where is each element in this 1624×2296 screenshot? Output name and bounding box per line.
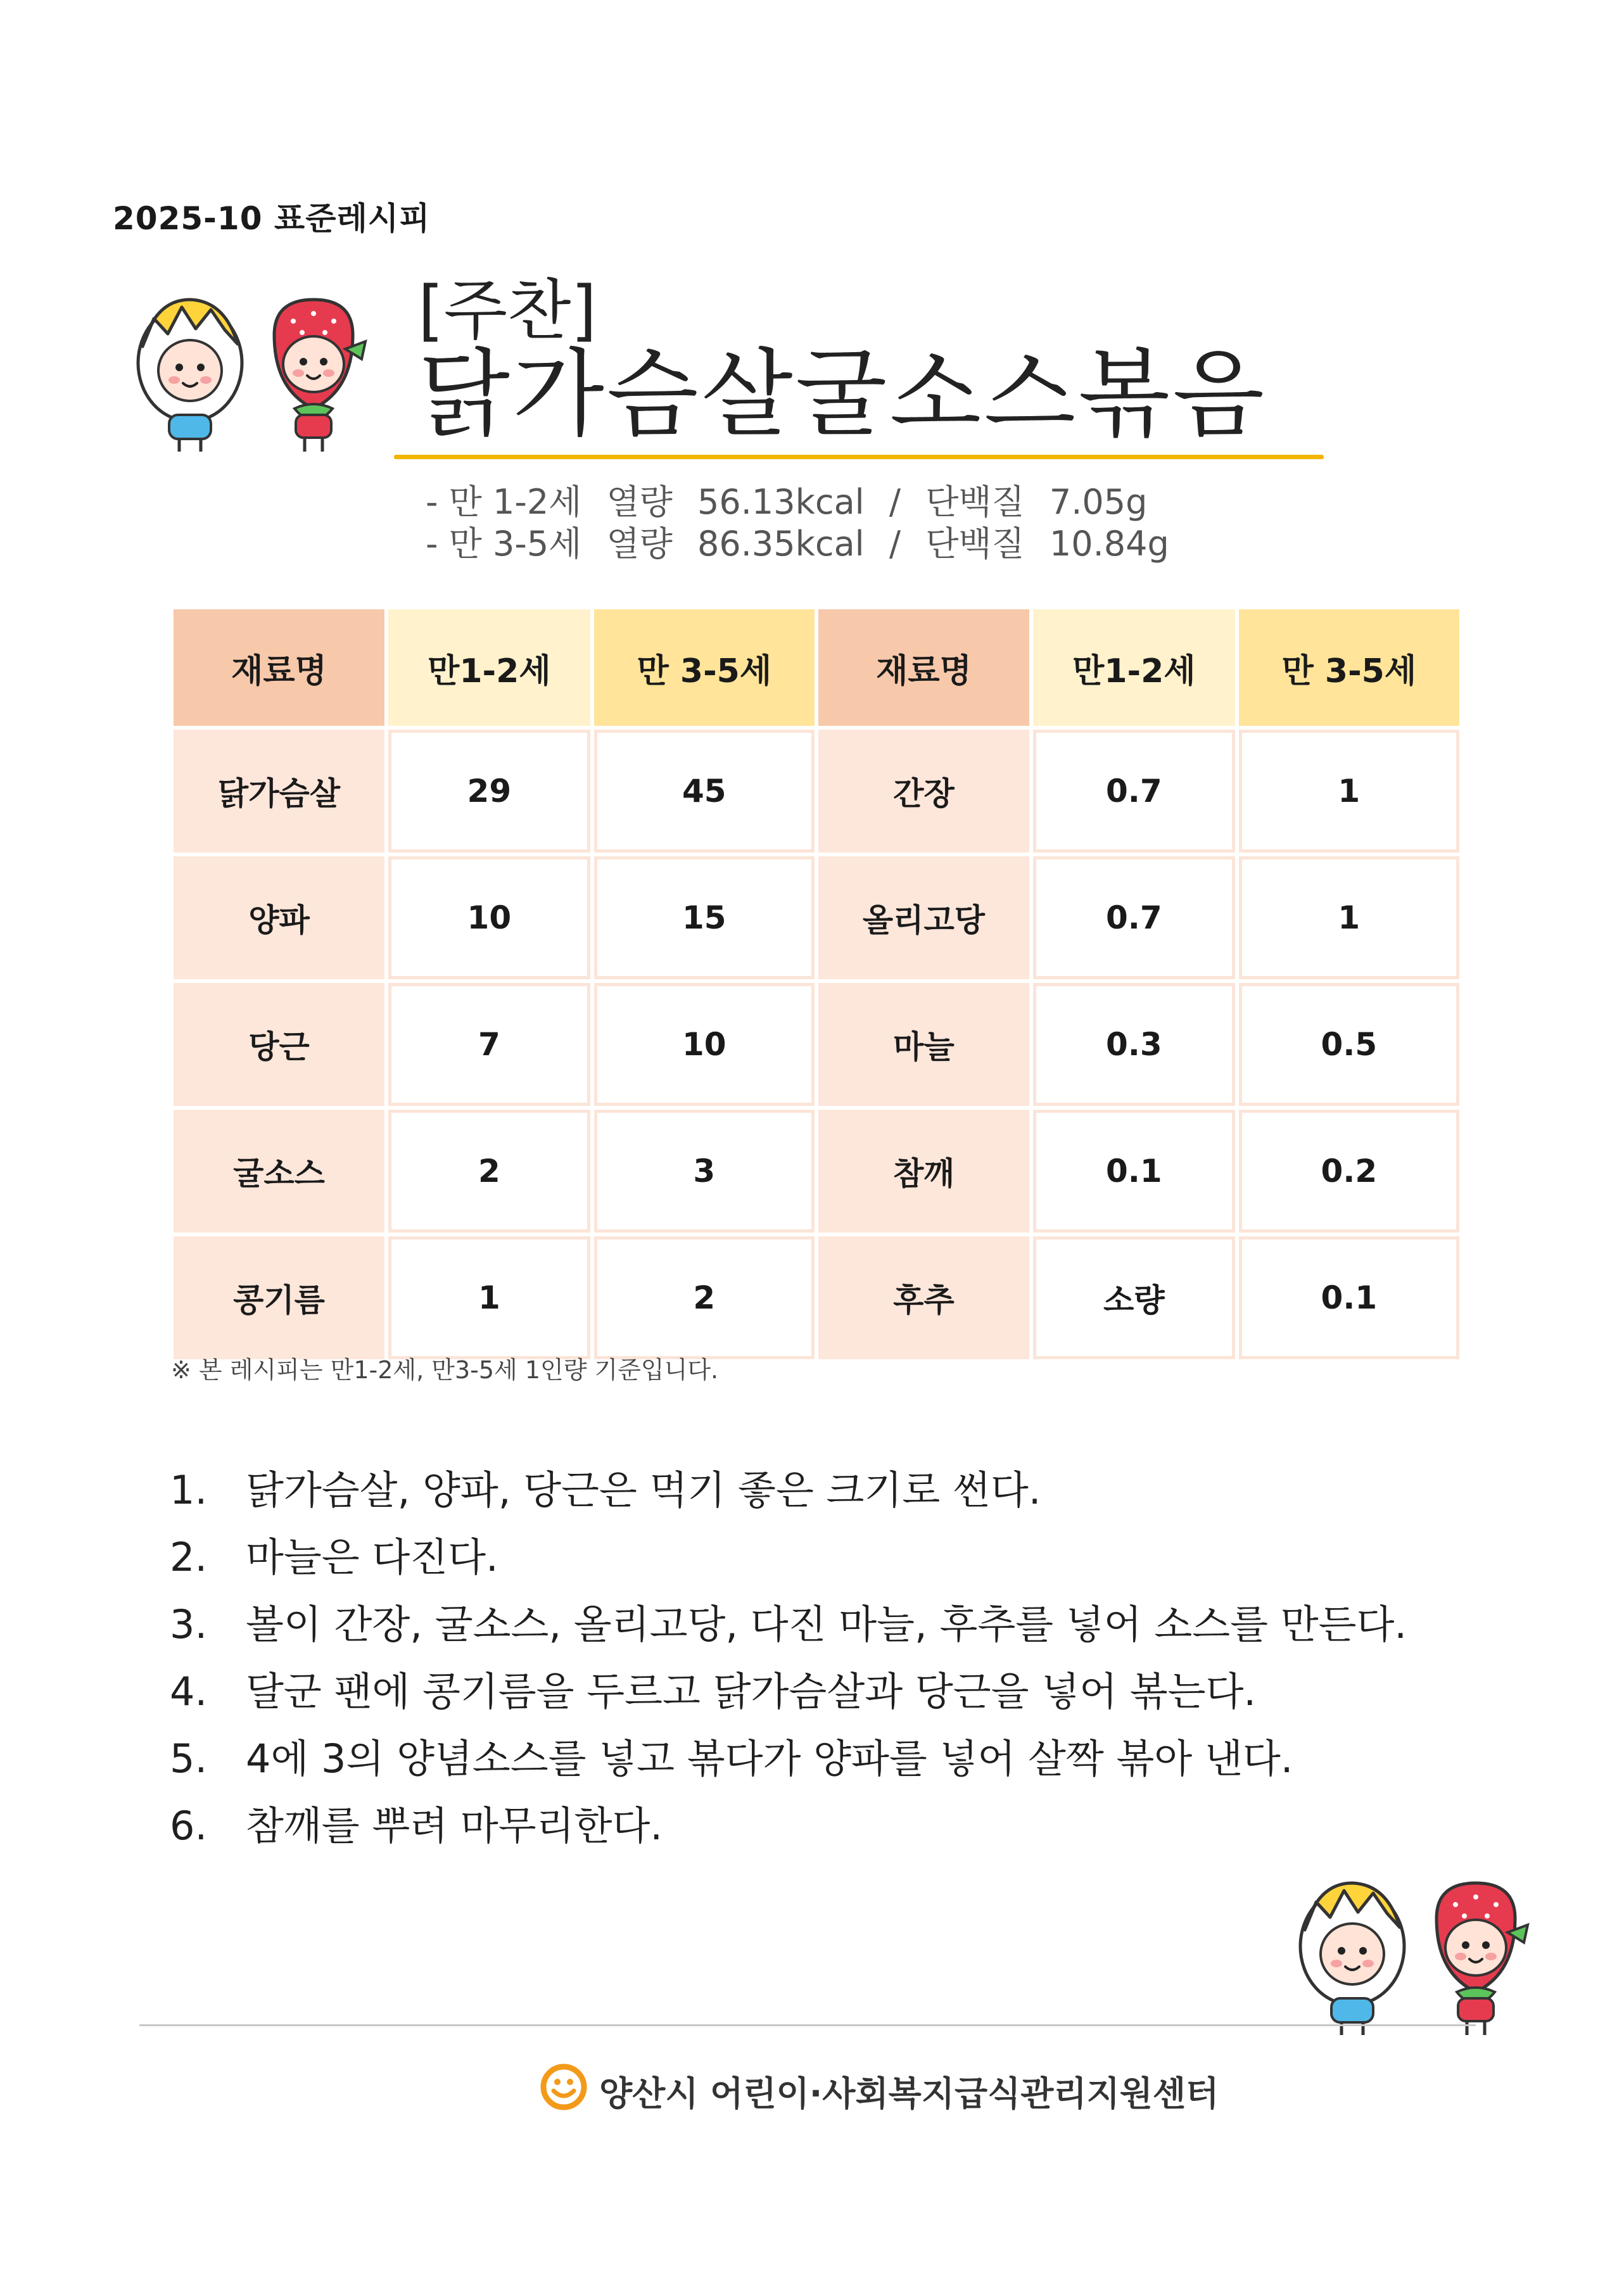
mascots-icon (1292, 1872, 1545, 2043)
amount-cell: 10 (388, 856, 590, 979)
list-item (170, 1658, 1407, 1725)
column-header: 재료명 (818, 609, 1029, 726)
ingredient-name: 참깨 (818, 1110, 1029, 1233)
amount-cell: 3 (594, 1110, 815, 1233)
list-item (170, 1457, 1407, 1524)
column-header: 만1-2세 (388, 609, 590, 726)
step-number: 4. (170, 1668, 208, 1715)
amount-cell: 1 (1239, 730, 1459, 853)
step-text: 4에 3의 양념소스를 넣고 볶다가 양파를 넣어 살짝 볶아 낸다. (246, 1735, 1293, 1782)
table-header-row (174, 609, 1459, 726)
step-text: 마늘은 다진다. (246, 1534, 498, 1580)
step-number: 5. (170, 1735, 208, 1782)
amount-cell: 0.2 (1239, 1110, 1459, 1233)
table-row (174, 1110, 1459, 1233)
list-item (170, 1725, 1407, 1792)
amount-cell: 1 (388, 1236, 590, 1359)
table-row (174, 730, 1459, 853)
recipe-steps (170, 1457, 1407, 1860)
step-text: 닭가슴살, 양파, 당근은 먹기 좋은 크기로 썬다. (246, 1467, 1041, 1513)
column-header: 만1-2세 (1033, 609, 1235, 726)
ingredient-name: 당근 (174, 983, 384, 1106)
amount-cell: 0.5 (1239, 983, 1459, 1106)
amount-cell: 15 (594, 856, 815, 979)
amount-cell: 1 (1239, 856, 1459, 979)
nutrition-info (426, 481, 1183, 565)
amount-cell: 0.1 (1239, 1236, 1459, 1359)
list-item (170, 1591, 1407, 1658)
table-row (174, 983, 1459, 1106)
step-text: 볼이 간장, 굴소스, 올리고당, 다진 마늘, 후추를 넣어 소스를 만든다. (246, 1601, 1407, 1647)
amount-cell: 10 (594, 983, 815, 1106)
ingredient-name: 간장 (818, 730, 1029, 853)
ingredient-name: 마늘 (818, 983, 1029, 1106)
ingredient-name: 닭가슴살 (174, 730, 384, 853)
serving-note: ※ 본 레시피는 만1-2세, 만3-5세 1인량 기준입니다. (171, 1356, 719, 1384)
amount-cell: 29 (388, 730, 590, 853)
ingredient-table (170, 606, 1463, 1363)
amount-cell: 2 (388, 1110, 590, 1233)
table-row (174, 1236, 1459, 1359)
column-header: 만 3-5세 (1239, 609, 1459, 726)
step-number: 1. (170, 1467, 208, 1513)
step-text: 참깨를 뿌려 마무리한다. (246, 1803, 663, 1849)
nutrition-row: - 만 3-5세 열량 86.35kcal / 단백질 10.84g (426, 524, 1169, 564)
ingredient-name: 후추 (818, 1236, 1029, 1359)
recipe-title: 닭가슴살굴소스볶음 (418, 339, 1267, 450)
amount-cell: 7 (388, 983, 590, 1106)
smile-logo-icon (538, 2062, 589, 2112)
nutrition-row: - 만 1-2세 열량 56.13kcal / 단백질 7.05g (426, 482, 1148, 522)
amount-cell: 45 (594, 730, 815, 853)
step-text: 달군 팬에 콩기름을 두르고 닭가슴살과 당근을 넣어 볶는다. (246, 1668, 1257, 1715)
amount-cell: 0.1 (1033, 1110, 1235, 1233)
table-row (174, 856, 1459, 979)
ingredient-name: 굴소스 (174, 1110, 384, 1233)
step-number: 3. (170, 1601, 208, 1647)
amount-cell: 2 (594, 1236, 815, 1359)
recipe-category: [주찬] (418, 272, 597, 349)
step-number: 6. (170, 1803, 208, 1849)
title-underline (394, 455, 1324, 459)
column-header: 재료명 (174, 609, 384, 726)
ingredient-name: 양파 (174, 856, 384, 979)
mascots-icon (130, 288, 383, 459)
amount-cell: 0.7 (1033, 730, 1235, 853)
amount-cell: 0.3 (1033, 983, 1235, 1106)
step-number: 2. (170, 1534, 208, 1580)
document-label: 2025-10 표준레시피 (113, 200, 431, 237)
footer-logo (538, 2062, 1219, 2119)
organization-name: 양산시 어린이·사회복지급식관리지원센터 (599, 2074, 1219, 2114)
column-header: 만 3-5세 (594, 609, 815, 726)
footer-divider (139, 2024, 1476, 2026)
ingredient-name: 콩기름 (174, 1236, 384, 1359)
list-item (170, 1524, 1407, 1591)
amount-cell: 0.7 (1033, 856, 1235, 979)
ingredient-name: 올리고당 (818, 856, 1029, 979)
list-item (170, 1792, 1407, 1860)
amount-cell: 소량 (1033, 1236, 1235, 1359)
